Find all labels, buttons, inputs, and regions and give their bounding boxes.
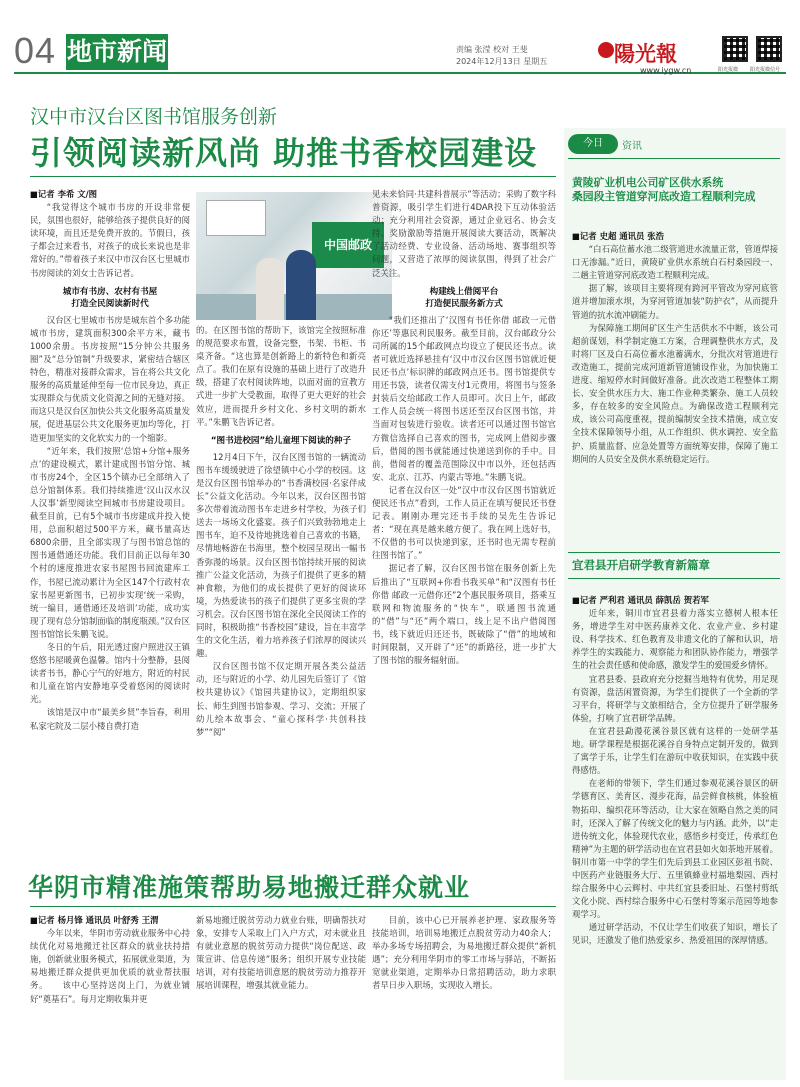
paragraph: 宜君县委、县政府充分挖掘当地特有优势，用足现有资源，盘活闲置资源，为学生们提供了一个全新的学习平台，将研学与文旅相结合，全方位提升了研学服务体验，打响了宜君研学品牌。 [572, 673, 778, 723]
paragraph: “我们还推出了‘汉图有书任你借 邮政一元借你还’等惠民利民服务。截至目前，汉台邮政分公司所属的15个邮政网点均设立了便民还书点。读者可就近选择悬挂有‘汉中市汉台区图书馆就近便民还书点’标识牌的邮政网点还书。图书馆提供专用还书袋，读者仅需支付1元费用，将图书与签条封装后交给邮政工作人员即可。次日上午，邮政工作人员会统一将图书送还至汉台区图书馆，并当面对包装进行验收。读者还可以通过图书馆官方微信选择自己喜欢的图书，完成网上借阅步骤后，借阅的图书就能通过快递送到你的手中。目前，借阅者的覆盖范围除汉中市以外，还包括西安、北京、江苏、内蒙古等地。”朱鹏飞说。 [372, 314, 556, 482]
photo-sign: 中国邮政 [312, 222, 384, 268]
paragraph: 12月4日下午，汉台区图书馆的一辆流动图书车缓缓驶进了徐望镇中心小学的校园。这是汉台区图书馆举办的“书香满校园·名家伴成长”公益文化活动。今年以来，汉台区图书馆多次带着流动图书车走进乡村学校，为孩子们送去一场场文化盛宴。孩子们兴致勃勃地走上图书车，迫不及待地挑选着自己喜欢的书籍，尽情地畅游在书海里，整个校园呈现出一幅书香弥漫的场景。汉台区图书馆持续开展的阅读推广公益文化活动，为孩子们提供了更多的精神食粮，为他们的成长提供了更好的阅读环境，为热爱读书的孩子们提供了更多宝贵的学习机会。汉台区图书馆在深化全民阅读工作的同时，积极助推“书香校园”建设，旨在丰富学生的文化生活，着力培养孩子们浓厚的阅读兴趣。 [196, 451, 366, 659]
sidebar-title-line: 桑园段主管道穿河底改造工程顺利完成 [572, 190, 756, 203]
paragraph: 汉台区七里城市书房是城东首个多功能城市书房，建筑面积300余平方米，藏书1000余册。书房按照“15分钟公共服务圈”及“总分馆制”升级要求，紧密结合辖区特色，精准对接群众需求，旨在将公共文化服务的高质量延伸至每一位市民身边，真正实现群众与优质文化资源之间的无缝对接。而这只是汉台区加快公共文化服务高质量发展，促进基层公共文化服务更加均等化，打造更加坚实的文化软实力的一个缩影。 [30, 314, 190, 443]
article-column-1 [30, 188, 190, 860]
sidebar-divider [568, 578, 780, 579]
paragraph: 新易地搬迁脱贫劳动力就业台账，明确帮扶对象，安排专人采取上门入户方式，对未就业且有就业意愿的脱贫劳动力提供“岗位配送、政策宣讲、信息传递”服务；组织开展专业技能培训，对有技能培训意愿的脱贫劳动力推荐开展培训课程，增强其就业能力。 [196, 915, 366, 991]
section-title: 地市新闻 [66, 34, 168, 70]
sidebar-item-2-body [572, 594, 778, 1076]
subheading: “图书进校园”给儿童埋下阅读的种子 [210, 435, 352, 446]
subheading: 打造便民服务新方式 [425, 298, 503, 309]
newspaper-logo: 陽光報 [614, 41, 677, 66]
sidebar-divider [568, 158, 780, 159]
article-photo [196, 192, 392, 320]
subheading: 城市有书房、农村有书屋 [62, 286, 158, 297]
paragraph: 在宜君县勐漫花溪谷景区就有这样的一处研学基地。研学课程是根据花溪谷自身特点定制开发的，做到了寓学于乐，让学生们在游玩中收获知识，在实践中获得感悟。 [572, 725, 778, 776]
paragraph: 今年以来，华阴市劳动就业服务中心持续优化对易地搬迁社区群众的就业扶持措施，创新就业服务模式，拓展就业渠道，为易地搬迁群众提供更加优质的就业帮扶服务。 该中心坚持送岗上门，为就业铺好“奠基石”。每月定期收集并更 [30, 928, 190, 1004]
article-column-2 [196, 324, 366, 860]
editor-credits [456, 44, 547, 68]
byline: ■记者 杨月锋 通讯员 叶舒秀 王渭 [30, 915, 159, 925]
paragraph: 近年来，铜川市宜君县着力落实立德树人根本任务，增进学生对中医药康养文化、农业产业、乡村建设、科学技术、红色教育及非遗文化的了解和认识，培养学生的实践能力、观察能力和团队协作能力，增强学生的社会责任感和使命感，激发学生的爱国爱乡情怀。 [572, 608, 778, 671]
photo-poster [206, 200, 266, 236]
qr-code-icon[interactable] [756, 36, 782, 62]
sidebar-item-1-body [572, 230, 778, 550]
paragraph: 目前，该中心已开展养老护理、家政服务等技能培训，培训易地搬迁点脱贫劳动力40余人；举办多场专场招聘会，为易地搬迁群众提供“新机遇”；充分利用华阴市的零工市场与驿站，不断拓宽就业渠道，定期举办日常招聘活动，助力求职者早日步入职场，实现收入增长。 [372, 915, 556, 991]
byline: ■记者 严利君 通讯员 薛凯岳 贺若军 [572, 595, 709, 605]
sun-logo-icon [598, 42, 614, 58]
photo-person [256, 258, 284, 320]
second-article-column-3 [372, 914, 556, 1080]
paragraph: 记者在汉台区一处“汉中市汉台区图书馆就近便民还书点”看到，工作人员正在填写便民还书登记表。刚刚办理完还书手续的吴先生告诉记者：“现在真是越来越方便了。我在网上选好书，不仅借的书可以快递到家，还书时也无需专程前往图书馆了。” [372, 484, 556, 561]
headline-divider [30, 176, 556, 177]
paragraph: 通过研学活动，不仅让学生们收获了知识，增长了见识，还激发了他们热爱家乡、热爱祖国的深厚情感。 [572, 922, 778, 946]
article-kicker: 汉中市汉台区图书馆服务创新 [30, 106, 278, 128]
sidebar-title-line: 黄陵矿业机电公司矿区供水系统 [572, 176, 724, 189]
paragraph: 据记者了解，汉台区图书馆在服务创新上先后推出了“互联网+你看书我买单”和“汉图有书任你借 邮政一元借你还”2个惠民服务项目，搭乘互联网和物流服务的“快车”，联通图书流通的“借”与“还”两个端口，线上足不出户借阅图书，线下就近归还还书，既破除了“借”的地域和时间限制，又开辟了“还”的新路径，进一步扩大了图书馆的服务辐射面。 [372, 563, 556, 666]
headline-divider [30, 906, 556, 907]
paragraph: “白石高位蓄水池二级管道进水流量正常，管道焊接口无渗漏。”近日，黄陵矿业供水系统白石村桑园段一、二趟主管道穿河底改造工程顺利完成。 [572, 244, 778, 281]
paragraph: 汉台区图书馆不仅定期开展各类公益活动，还与附近的小学、幼儿园先后签订了《馆校共建协议》《馆园共建协议》，定期组织家长、师生到图书馆参观、学习、交流；开展了幼儿绘本故事会、“童心探科学·共创科技梦”“阅” [196, 661, 366, 737]
paragraph: 为保障施工期间矿区生产生活供水不中断，该公司超前谋划，科学制定施工方案，合理调整供水方式，及时将厂区及白石高位蓄水池蓄满水，分批次对管道进行改造施工，提前完成河道新管道铺设作业，为加快施工进度、缩短停水时间做好准备。此次改造工程整体工期长、安全供水压力大、施工作业种类繁杂、施工人员较多，存在较多的安全风险点。为确保改造工程顺利完成，该公司高度重视，提前编制安全技术措施，成立安全技术保障领导小组，从工作组织、供水调控、安全监护、质量监督、应急处置等方面统筹安排，保障了施工期间的人员安全及供水系统稳定运行。 [572, 322, 778, 464]
page-number: 04 [14, 30, 57, 71]
sidebar-divider [568, 552, 780, 553]
paragraph: 冬日的午后，阳光透过窗户照进汉王镇悠悠书屋暖黄色温馨。馆内十分整静，县阅读者书书，静心宁气的好地方，附近的村民和儿童在馆内安静地享受着悠闲的阅读时光。 [30, 642, 190, 705]
date-line: 2024年12月13日 星期五 [456, 57, 548, 66]
byline: ■记者 李希 文/图 [30, 189, 98, 199]
sidebar-item-1-title [572, 176, 780, 204]
editors-line: 责编 张滢 校对 王斐 [456, 45, 528, 54]
today-tag: 今日 [568, 134, 618, 154]
qr-label: 阳光报微 [718, 67, 739, 73]
paragraph: “我觉得这个城市书房的开设非常便民，氛围也很好，能够给孩子提供良好的阅读环境，而且还是免费开放的。节假日，孩子都会过来看书，对孩子的成长来说也是非常好的。”带着孩子来汉中市汉台区七里城市书房阅读的刘女士告诉记者。 [30, 202, 190, 278]
qr-label: 阳光报微信号 [750, 67, 781, 73]
sidebar-item-2-title: 宜君县开启研学教育新篇章 [572, 558, 710, 572]
subheading: 打造全民阅读新时代 [71, 298, 149, 309]
second-article-column-1 [30, 914, 190, 1080]
paragraph: “近年来，我们按照‘总馆+分馆+服务点’的建设模式，累计建成图书馆分馆、城市书房24个，全区15个镇办已全部纳入了总分馆制体系。我们持续推进‘汉山汉水汉人汉事’新型阅读空间城市书房建设项目。截至目前，已有5个城市书房建成并投入使用，总面积超过500平方米，藏书量高达6800余册，且全部实现了与图书馆总馆的图书通借通还功能。我们目前正以每年30个村的速度推进农家书屋图书回流建库工作，书屋已流动累计为全区147个行政村农家书屋更新图书，已初步实现‘统一采购，统一编目，通借通还及培训’功能，成功实现了现有总分馆制面临的制度瓶颈。”汉台区图书馆馆长朱鹏飞说。 [30, 445, 190, 639]
subheading: 构建线上借阅平台 [429, 286, 499, 297]
paragraph: 在老师的带领下，学生们通过参观花溪谷景区的研学德育区、美育区、漫步花海，品尝鲜食核桃，体验植物拓印、编织花环等活动，让大家在领略自然之美的同时，还深入了解了传统文化的魅力与内涵。此外，以“走进传统文化，体验现代农业，感悟乡村变迁，传承红色精神”为主题的研学活动也在宜君县如火如荼地开展着。铜川市第一中学的学生们先后到县工业园区彭祖书院、中医药产业链服务大厅、五里镇蜂业村福地梨园、西村综合服务中心云辉村、中共红宜县委旧址、石堡村剪纸文化小院、西村综合服务中心石堡村等案示范园等地参观学习。 [572, 778, 778, 920]
qr-code-icon[interactable] [722, 36, 748, 62]
byline: ■记者 史超 通讯员 张浩 [572, 231, 665, 241]
article-column-3 [372, 188, 556, 860]
second-article-headline: 华阴市精准施策帮助易地搬迁群众就业 [28, 873, 471, 902]
second-article-column-2 [196, 914, 366, 1080]
website-url[interactable]: www.iygw.cn [640, 66, 692, 75]
article-headline: 引领阅读新风尚 助推书香校园建设 [30, 134, 538, 172]
paragraph: 该馆是汉中市“最美乡贤”李旨春，利用私家宅院及二层小楼自费打造 [30, 707, 190, 731]
paragraph: 的。在区图书馆的帮助下，该馆完全按照标准的规范要求布置，设备完整，书架、书柜、书桌齐备。“这也算是创新路上的新特色和新亮点了。我们在原有设施的基础上进行了改造升级，搭建了农村阅读阵地，以面对面的宣教方式进一步扩大受教面，取得了更大更好的社会效应，进而提升乡村文化、乡村文明的新水平。”朱鹏飞告诉记者。 [196, 325, 366, 427]
photo-person [286, 250, 316, 320]
today-tag-label: 资讯 [622, 141, 642, 152]
paragraph: 见未来恰同·共建科普展示”等活动；采购了数字科普资源，吸引学生们进行4DAR投下互动体验活动；充分利用社会资源，通过企业冠名、协会支持、奖励激励等措施开展阅读大赛活动，既解决了活动经费、专业设备、活动场地、赛事组织等问题，又营造了浓厚的阅读氛围，得到了社会广泛关注。 [372, 189, 556, 278]
paragraph: 据了解，该项目主要将现有跨河平管改为穿河底管道并增加滚水坝，为穿河管道加装“防护衣”，从而提升管道的抗水流冲刷能力。 [572, 283, 778, 320]
